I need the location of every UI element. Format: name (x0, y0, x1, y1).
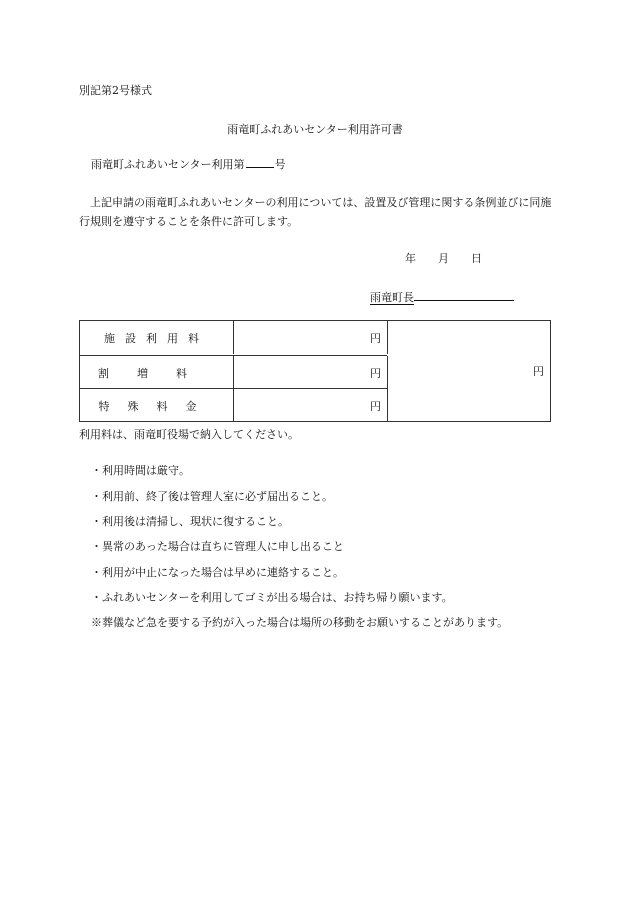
fee-value-facility (234, 321, 388, 354)
permit-number-suffix: 号 (274, 158, 286, 171)
mayor-label: 雨竜町長 (370, 291, 414, 304)
rule-item: ・利用が中止になった場合は早めに連絡すること。 (91, 566, 344, 579)
rule-item: ・利用後は清掃し、現状に復すること。 (91, 515, 289, 528)
permit-number-line (91, 156, 286, 172)
permit-number-blank (246, 157, 274, 168)
date-year-label: 年 (405, 252, 416, 265)
fee-unit: 円 (370, 366, 381, 380)
fee-label-surcharge: 割増料 (80, 356, 234, 389)
fee-row (80, 321, 387, 354)
mayor-signature-blank (414, 289, 514, 301)
fee-value-special (234, 389, 388, 422)
fee-total-cell (387, 321, 550, 421)
date-month-label: 月 (438, 252, 449, 265)
payment-note: 利用料は、雨竜町役場で納入してください。 (79, 428, 299, 441)
fee-total-unit: 円 (533, 365, 544, 378)
footnote: ※葬儀など急を要する予約が入った場合は場所の移動をお願いすることがあります。 (91, 616, 509, 629)
rule-item: ・利用前、終了後は管理人室に必ず届出ること。 (91, 490, 333, 503)
fee-label-facility: 施設利用料 (80, 321, 234, 354)
fee-label-special: 特殊料金 (80, 389, 234, 422)
fee-table (79, 320, 551, 422)
fee-value-surcharge (234, 356, 388, 389)
document-title: 雨竜町ふれあいセンター利用許可書 (227, 123, 403, 136)
fee-row (80, 388, 387, 422)
permit-body-text: 上記申請の雨竜町ふれあいセンターの利用については、設置及び管理に関する条例並びに同施行規則を遵守することを条件に許可します。 (79, 196, 552, 228)
form-number: 別記第2号様式 (79, 84, 152, 97)
fee-unit: 円 (370, 399, 381, 413)
fee-unit: 円 (370, 331, 381, 345)
rule-item: ・利用時間は厳守。 (91, 464, 190, 477)
rule-item: ・ふれあいセンターを利用してゴミが出る場合は、お持ち帰り願います。 (91, 591, 453, 604)
fee-row (80, 355, 387, 389)
date-line (405, 250, 482, 266)
mayor-signature-line (370, 289, 514, 305)
date-day-label: 日 (471, 252, 482, 265)
permit-number-prefix: 雨竜町ふれあいセンター利用第 (91, 158, 245, 171)
rule-item: ・異常のあった場合は直ちに管理人に申し出ること (91, 540, 344, 553)
